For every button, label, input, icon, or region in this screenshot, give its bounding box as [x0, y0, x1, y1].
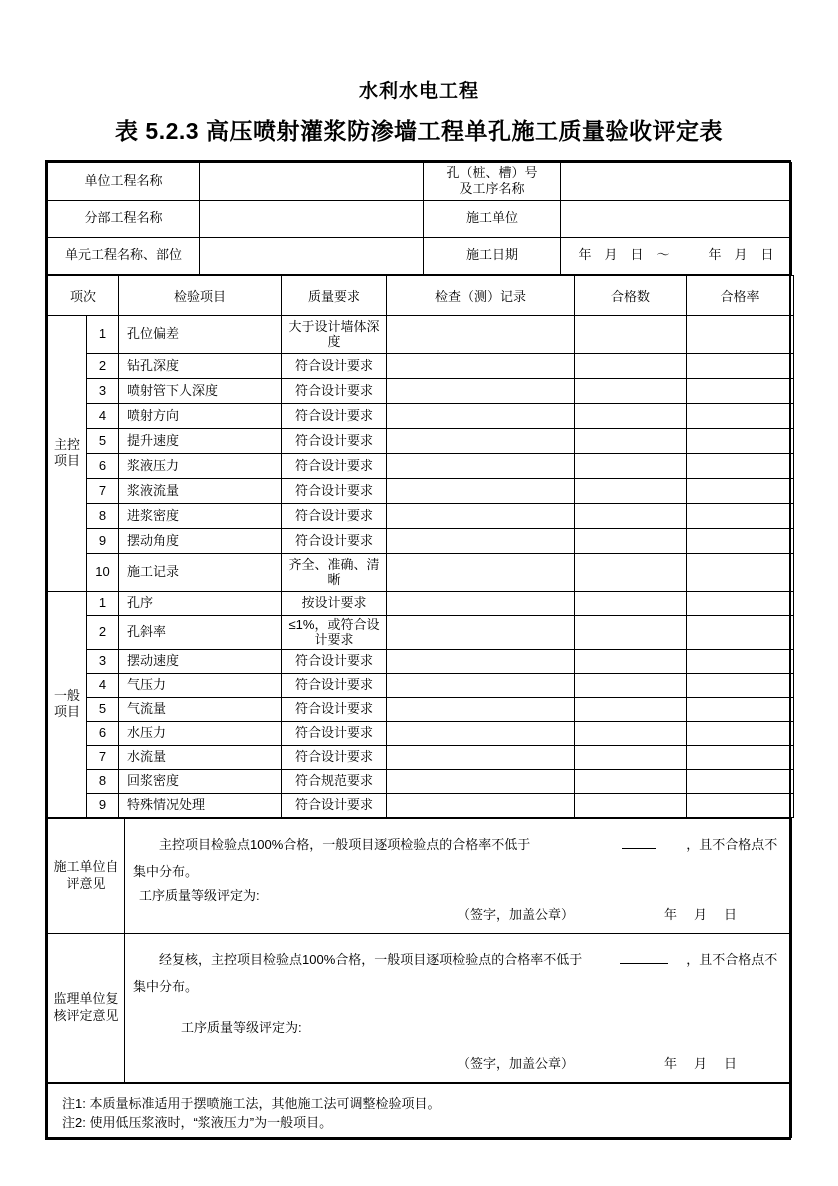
group-label-main-control: 主控项目 [48, 315, 87, 591]
table-row [48, 721, 794, 745]
pass-count-cell [575, 453, 687, 478]
doc-title: 表 5.2.3 高压喷射灌浆防渗墙工程单孔施工质量验收评定表 [115, 118, 723, 144]
pass-count-cell [575, 315, 687, 353]
element-project-value [200, 237, 424, 274]
row-req: 符合规范要求 [282, 769, 387, 793]
pass-count-cell [575, 721, 687, 745]
info-row-division-project [48, 200, 792, 237]
col-header-item: 检验项目 [119, 275, 282, 315]
record-cell [387, 697, 575, 721]
row-item: 水压力 [119, 721, 282, 745]
table-row [48, 615, 794, 649]
record-cell [387, 478, 575, 503]
pass-count-cell [575, 403, 687, 428]
group-label-general: 一般项目 [48, 591, 87, 817]
table-row [48, 697, 794, 721]
pass-count-cell [575, 673, 687, 697]
record-cell [387, 503, 575, 528]
record-cell [387, 591, 575, 615]
row-item: 施工记录 [119, 553, 282, 591]
division-project-value [200, 200, 424, 237]
row-req: 符合设计要求 [282, 353, 387, 378]
table-row [48, 673, 794, 697]
items-header-row [48, 275, 794, 315]
row-req: 符合设计要求 [282, 721, 387, 745]
row-req: 符合设计要求 [282, 428, 387, 453]
supervisor-grade-line: 工序质量等级评定为: [181, 1020, 302, 1036]
row-num: 9 [87, 528, 119, 553]
row-req: 按设计要求 [282, 591, 387, 615]
notes-row [48, 1084, 792, 1138]
row-num: 2 [87, 353, 119, 378]
row-num: 1 [87, 315, 119, 353]
pass-rate-cell [687, 793, 794, 817]
pass-count-cell [575, 553, 687, 591]
table-row [48, 378, 794, 403]
pass-count-cell [575, 503, 687, 528]
row-item: 气流量 [119, 697, 282, 721]
pass-rate-cell [687, 745, 794, 769]
pass-count-cell [575, 478, 687, 503]
row-num: 10 [87, 553, 119, 591]
supervisor-sign-line [133, 1053, 781, 1072]
record-cell [387, 615, 575, 649]
row-req: 符合设计要求 [282, 793, 387, 817]
pass-count-cell [575, 528, 687, 553]
contractor-grade-line: 工序质量等级评定为: [139, 888, 260, 904]
row-num: 1 [87, 591, 119, 615]
row-req: 符合设计要求 [282, 403, 387, 428]
col-header-record: 检查（测）记录 [387, 275, 575, 315]
row-req: 符合设计要求 [282, 745, 387, 769]
supervisor-pass-rate-blank [620, 963, 668, 964]
pass-rate-cell [687, 721, 794, 745]
construction-date-label: 施工日期 [424, 237, 561, 274]
supervisor-sign-date: 年 月 日 [663, 1056, 739, 1072]
element-project-label: 单元工程名称、部位 [48, 237, 200, 274]
row-item: 提升速度 [119, 428, 282, 453]
pass-count-cell [575, 793, 687, 817]
pass-rate-cell [687, 769, 794, 793]
contractor-statement-suffix: ，且不合格点不集中分布。 [133, 836, 778, 879]
info-row-element-project [48, 237, 792, 274]
opinions-table [47, 818, 792, 1084]
table-row [48, 528, 794, 553]
row-req: 符合设计要求 [282, 453, 387, 478]
row-item: 摆动速度 [119, 649, 282, 673]
row-item: 孔斜率 [119, 615, 282, 649]
construction-date-value: 年 月 日 ～ 年 月 日 [561, 237, 792, 274]
record-cell [387, 403, 575, 428]
col-header-index: 项次 [48, 275, 119, 315]
pass-count-cell [575, 649, 687, 673]
contractor-sign-date: 年 月 日 [663, 907, 739, 923]
unit-project-value [200, 163, 424, 201]
row-item: 钻孔深度 [119, 353, 282, 378]
record-cell [387, 793, 575, 817]
pass-count-cell [575, 591, 687, 615]
table-row [48, 649, 794, 673]
pass-rate-cell [687, 403, 794, 428]
row-item: 浆液压力 [119, 453, 282, 478]
record-cell [387, 673, 575, 697]
record-cell [387, 428, 575, 453]
table-row [48, 793, 794, 817]
info-row-unit-project [48, 163, 792, 201]
pass-rate-cell [687, 453, 794, 478]
table-row [48, 478, 794, 503]
contractor-statement [133, 831, 781, 886]
row-item: 水流量 [119, 745, 282, 769]
pass-count-cell [575, 353, 687, 378]
pass-rate-cell [687, 315, 794, 353]
pass-rate-cell [687, 649, 794, 673]
construction-unit-value [561, 200, 792, 237]
supervisor-statement [133, 946, 781, 1001]
pass-rate-cell [687, 591, 794, 615]
pass-rate-cell [687, 553, 794, 591]
record-cell [387, 769, 575, 793]
hole-number-label-line2: 及工序名称 [459, 181, 525, 197]
table-row [48, 315, 794, 353]
record-cell [387, 649, 575, 673]
row-num: 8 [87, 503, 119, 528]
row-item: 摆动角度 [119, 528, 282, 553]
note-1: 注1: 本质量标准适用于摆喷施工法，其他施工法可调整检验项目。 [62, 1095, 441, 1111]
form-grid [45, 160, 791, 1140]
contractor-opinion-content [125, 818, 792, 934]
pass-rate-cell [687, 428, 794, 453]
contractor-pass-rate-blank [622, 848, 656, 849]
inspection-items-table [47, 275, 794, 818]
notes-cell [48, 1084, 792, 1138]
row-req: 符合设计要求 [282, 503, 387, 528]
row-num: 7 [87, 478, 119, 503]
doc-category: 水利水电工程 [358, 81, 479, 102]
row-num: 3 [87, 378, 119, 403]
note-2: 注2: 使用低压浆液时，“浆液压力”为一般项目。 [62, 1114, 333, 1130]
row-item: 浆液流量 [119, 478, 282, 503]
pass-count-cell [575, 378, 687, 403]
supervisor-sign-label: （签字，加盖公章） [457, 1056, 575, 1072]
col-header-pass-rate: 合格率 [687, 275, 794, 315]
project-info-table [47, 162, 792, 275]
pass-rate-cell [687, 503, 794, 528]
record-cell [387, 453, 575, 478]
row-num: 7 [87, 745, 119, 769]
pass-rate-cell [687, 528, 794, 553]
pass-rate-cell [687, 615, 794, 649]
row-item: 进浆密度 [119, 503, 282, 528]
record-cell [387, 315, 575, 353]
contractor-sign-line [133, 904, 781, 923]
row-req: 符合设计要求 [282, 378, 387, 403]
row-req: 齐全、准确、清晰 [282, 553, 387, 591]
unit-project-label: 单位工程名称 [48, 163, 200, 201]
table-row [48, 591, 794, 615]
pass-rate-cell [687, 697, 794, 721]
pass-count-cell [575, 745, 687, 769]
table-row [48, 428, 794, 453]
supervisor-opinion-label: 监理单位复核评定意见 [48, 934, 125, 1083]
pass-rate-cell [687, 378, 794, 403]
row-item: 回浆密度 [119, 769, 282, 793]
row-item: 特殊情况处理 [119, 793, 282, 817]
row-item: 孔位偏差 [119, 315, 282, 353]
pass-count-cell [575, 769, 687, 793]
record-cell [387, 353, 575, 378]
hole-number-label [424, 163, 561, 201]
table-row [48, 403, 794, 428]
col-header-requirement: 质量要求 [282, 275, 387, 315]
row-num: 4 [87, 403, 119, 428]
record-cell [387, 553, 575, 591]
row-req: 符合设计要求 [282, 697, 387, 721]
contractor-opinion-label: 施工单位自评意见 [48, 818, 125, 934]
row-req: 大于设计墙体深度 [282, 315, 387, 353]
supervisor-opinion-row [48, 934, 792, 1083]
record-cell [387, 745, 575, 769]
record-cell [387, 528, 575, 553]
row-num: 3 [87, 649, 119, 673]
row-num: 5 [87, 697, 119, 721]
construction-unit-label: 施工单位 [424, 200, 561, 237]
row-req: ≤1%，或符合设计要求 [282, 615, 387, 649]
hole-number-label-line1: 孔（桩、槽）号 [446, 165, 538, 180]
row-item: 喷射管下人深度 [119, 378, 282, 403]
record-cell [387, 721, 575, 745]
row-item: 气压力 [119, 673, 282, 697]
row-num: 8 [87, 769, 119, 793]
table-row [48, 453, 794, 478]
col-header-pass-count: 合格数 [575, 275, 687, 315]
notes-table [47, 1083, 792, 1138]
contractor-sign-label: （签字，加盖公章） [457, 907, 575, 923]
row-req: 符合设计要求 [282, 673, 387, 697]
supervisor-statement-suffix: ，且不合格点不集中分布。 [133, 952, 778, 995]
row-num: 6 [87, 453, 119, 478]
row-req: 符合设计要求 [282, 528, 387, 553]
table-row [48, 553, 794, 591]
pass-rate-cell [687, 673, 794, 697]
contractor-statement-prefix: 主控项目检验点100%合格，一般项目逐项检验点的合格率不低于 [159, 836, 531, 852]
pass-rate-cell [687, 478, 794, 503]
row-num: 6 [87, 721, 119, 745]
row-req: 符合设计要求 [282, 649, 387, 673]
pass-count-cell [575, 428, 687, 453]
row-req: 符合设计要求 [282, 478, 387, 503]
row-item: 孔序 [119, 591, 282, 615]
pass-count-cell [575, 697, 687, 721]
row-num: 9 [87, 793, 119, 817]
row-item: 喷射方向 [119, 403, 282, 428]
division-project-label: 分部工程名称 [48, 200, 200, 237]
table-row [48, 769, 794, 793]
hole-number-value [561, 163, 792, 201]
pass-count-cell [575, 615, 687, 649]
supervisor-statement-prefix: 经复核，主控项目检验点100%合格，一般项目逐项检验点的合格率不低于 [159, 952, 583, 968]
row-num: 2 [87, 615, 119, 649]
table-row [48, 503, 794, 528]
row-num: 5 [87, 428, 119, 453]
pass-rate-cell [687, 353, 794, 378]
record-cell [387, 378, 575, 403]
table-row [48, 353, 794, 378]
row-num: 4 [87, 673, 119, 697]
table-row [48, 745, 794, 769]
contractor-opinion-row [48, 818, 792, 934]
supervisor-opinion-content [125, 934, 792, 1083]
